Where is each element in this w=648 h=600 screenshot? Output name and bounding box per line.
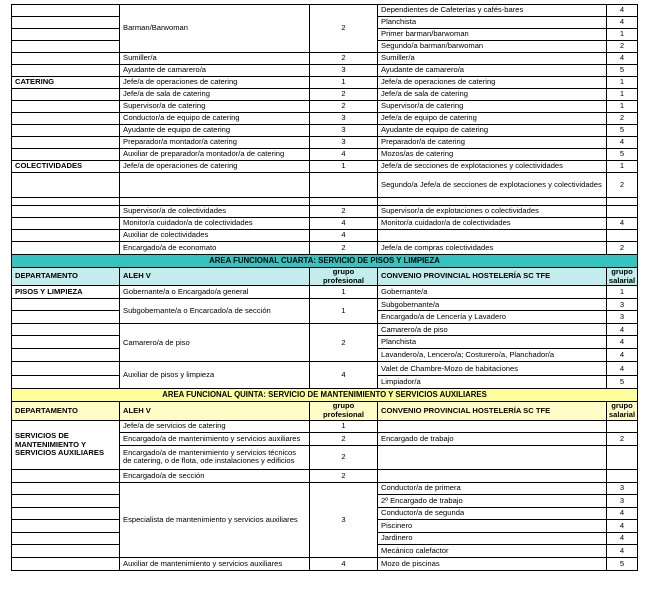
department-cell xyxy=(12,206,120,218)
group-cell: 2 xyxy=(310,206,378,218)
convenio-cell: Ayudante de camarero/a xyxy=(378,65,607,77)
group-cell: 4 xyxy=(310,362,378,389)
group-cell: 3 xyxy=(310,113,378,125)
section-band xyxy=(12,389,638,402)
table-row xyxy=(12,362,638,376)
table-row xyxy=(12,324,638,336)
aleh-cell: Jefe/a de servicios de catering xyxy=(120,420,310,432)
table-row xyxy=(12,125,638,137)
column-header: grupo profesional xyxy=(310,268,378,286)
group-cell: 3 xyxy=(310,482,378,557)
salary-cell xyxy=(607,469,638,482)
convenio-cell: Valet de Chambre-Mozo de habitaciones xyxy=(378,362,607,376)
table-row xyxy=(12,206,638,218)
convenio-cell: Subgobernante/a xyxy=(378,299,607,311)
aleh-cell: Sumiller/a xyxy=(120,53,310,65)
column-header: DEPARTAMENTO xyxy=(12,268,120,286)
convenio-cell: Segundo/a barman/barwoman xyxy=(378,41,607,53)
department-cell xyxy=(12,362,120,376)
salary-cell: 4 xyxy=(607,336,638,349)
department-cell xyxy=(12,41,120,53)
convenio-cell: Conductor/a de segunda xyxy=(378,507,607,519)
convenio-cell xyxy=(378,420,607,432)
salary-cell: 5 xyxy=(607,125,638,137)
table-row xyxy=(12,286,638,299)
aleh-cell: Camarero/a de piso xyxy=(120,324,310,362)
table-row xyxy=(12,89,638,101)
table-row xyxy=(12,230,638,242)
group-cell: 2 xyxy=(310,432,378,445)
department-cell xyxy=(12,557,120,570)
salary-cell: 2 xyxy=(607,173,638,198)
section-title: AREA FUNCIONAL CUARTA: SERVICIO DE PISOS Y LIMPIEZA xyxy=(12,255,638,268)
department-cell xyxy=(12,230,120,242)
aleh-cell: Preparador/a montador/a catering xyxy=(120,137,310,149)
salary-cell xyxy=(607,206,638,218)
salary-cell: 1 xyxy=(607,77,638,89)
convenio-cell: Supervisor/a de explotaciones o colectividades xyxy=(378,206,607,218)
table-row xyxy=(12,482,638,494)
department-cell xyxy=(12,113,120,125)
group-cell: 2 xyxy=(310,5,378,53)
salary-cell: 4 xyxy=(607,519,638,532)
aleh-cell: Subgobernante/a o Encarcado/a de sección xyxy=(120,299,310,324)
table-row xyxy=(12,65,638,77)
salary-cell: 1 xyxy=(607,161,638,173)
aleh-cell: Encargado/a de mantenimiento y servicios auxiliares xyxy=(120,432,310,445)
department-cell: COLECTIVIDADES xyxy=(12,161,120,173)
salary-cell: 4 xyxy=(607,17,638,29)
salary-cell: 5 xyxy=(607,149,638,161)
salary-cell: 4 xyxy=(607,218,638,230)
department-cell xyxy=(12,125,120,137)
group-cell: 2 xyxy=(310,445,378,469)
table-row xyxy=(12,557,638,570)
table-row xyxy=(12,469,638,482)
department-cell xyxy=(12,519,120,532)
table-row xyxy=(12,5,638,17)
column-header: ALEH V xyxy=(120,402,310,420)
department-cell xyxy=(12,5,120,17)
aleh-cell: Monitor/a cuidador/a de colectividades xyxy=(120,218,310,230)
classification-table xyxy=(11,4,638,571)
aleh-cell: Supervisor/a de colectividades xyxy=(120,206,310,218)
group-cell: 1 xyxy=(310,286,378,299)
aleh-cell: Encargado/a de economato xyxy=(120,242,310,255)
aleh-cell: Auxiliar de colectividades xyxy=(120,230,310,242)
convenio-cell: Primer barman/barwoman xyxy=(378,29,607,41)
salary-cell: 3 xyxy=(607,299,638,311)
convenio-cell: Monitor/a cuidador/a de colectividades xyxy=(378,218,607,230)
aleh-cell: Encargado/a de sección xyxy=(120,469,310,482)
department-cell xyxy=(12,29,120,41)
group-cell: 2 xyxy=(310,53,378,65)
aleh-cell: Supervisor/a de catering xyxy=(120,101,310,113)
group-cell: 3 xyxy=(310,125,378,137)
aleh-cell: Barman/Barwoman xyxy=(120,5,310,53)
salary-cell: 4 xyxy=(607,5,638,17)
salary-cell: 1 xyxy=(607,101,638,113)
aleh-cell: Auxiliar de pisos y limpieza xyxy=(120,362,310,389)
department-cell xyxy=(12,101,120,113)
group-cell: 1 xyxy=(310,77,378,89)
aleh-cell xyxy=(120,198,310,206)
table-row xyxy=(12,242,638,255)
group-cell: 2 xyxy=(310,101,378,113)
convenio-cell: Sumiller/a xyxy=(378,53,607,65)
salary-cell xyxy=(607,420,638,432)
convenio-cell: Supervisor/a de catering xyxy=(378,101,607,113)
salary-cell: 1 xyxy=(607,29,638,41)
department-cell xyxy=(12,218,120,230)
group-cell: 4 xyxy=(310,557,378,570)
salary-cell: 3 xyxy=(607,482,638,494)
salary-cell: 5 xyxy=(607,376,638,389)
aleh-cell: Conductor/a de equipo de catering xyxy=(120,113,310,125)
salary-cell xyxy=(607,198,638,206)
table-row xyxy=(12,101,638,113)
group-cell: 2 xyxy=(310,469,378,482)
department-cell xyxy=(12,17,120,29)
table-row xyxy=(12,420,638,432)
salary-cell: 4 xyxy=(607,349,638,362)
salary-cell: 4 xyxy=(607,544,638,557)
salary-cell: 2 xyxy=(607,432,638,445)
aleh-cell: Ayudante de equipo de catering xyxy=(120,125,310,137)
department-cell: PISOS Y LIMPIEZA xyxy=(12,286,120,299)
convenio-cell: Jefe/a de compras colectividades xyxy=(378,242,607,255)
salary-cell: 3 xyxy=(607,494,638,507)
table-row xyxy=(12,77,638,89)
section-title: AREA FUNCIONAL QUINTA: SERVICIO DE MANTENIMIENTO Y SERVICIOS AUXILIARES xyxy=(12,389,638,402)
convenio-cell: 2º Encargado de trabajo xyxy=(378,494,607,507)
aleh-cell: Gobernante/a o Encargado/a general xyxy=(120,286,310,299)
table-row xyxy=(12,198,638,206)
table-row xyxy=(12,113,638,125)
salary-cell: 4 xyxy=(607,324,638,336)
aleh-cell: Especialista de mantenimiento y servicios auxiliares xyxy=(120,482,310,557)
department-cell xyxy=(12,336,120,349)
salary-cell: 4 xyxy=(607,532,638,544)
header-row xyxy=(12,268,638,286)
department-cell xyxy=(12,507,120,519)
table-row xyxy=(12,137,638,149)
column-header: CONVENIO PROVINCIAL HOSTELERÍA SC TFE xyxy=(378,268,607,286)
convenio-cell xyxy=(378,230,607,242)
department-cell xyxy=(12,532,120,544)
salary-cell: 2 xyxy=(607,113,638,125)
aleh-cell xyxy=(120,173,310,198)
convenio-cell: Jardinero xyxy=(378,532,607,544)
table-row xyxy=(12,218,638,230)
table-row xyxy=(12,161,638,173)
salary-cell: 4 xyxy=(607,362,638,376)
salary-cell: 2 xyxy=(607,242,638,255)
group-cell: 4 xyxy=(310,149,378,161)
column-header: ALEH V xyxy=(120,268,310,286)
department-cell xyxy=(12,198,120,206)
department-cell xyxy=(12,65,120,77)
section-band xyxy=(12,255,638,268)
aleh-cell: Jefe/a de operaciones de catering xyxy=(120,161,310,173)
group-cell: 1 xyxy=(310,161,378,173)
salary-cell: 4 xyxy=(607,507,638,519)
group-cell: 2 xyxy=(310,242,378,255)
aleh-cell: Auxiliar de preparador/a montador/a de catering xyxy=(120,149,310,161)
convenio-cell: Limpiador/a xyxy=(378,376,607,389)
salary-cell: 5 xyxy=(607,65,638,77)
convenio-cell: Preparador/a de catering xyxy=(378,137,607,149)
column-header: DEPARTAMENTO xyxy=(12,402,120,420)
group-cell: 4 xyxy=(310,230,378,242)
group-cell xyxy=(310,173,378,198)
convenio-cell: Encargado de trabajo xyxy=(378,432,607,445)
column-header: grupo salarial xyxy=(607,402,638,420)
aleh-cell: Jefe/a de operaciones de catering xyxy=(120,77,310,89)
department-cell xyxy=(12,242,120,255)
salary-cell: 4 xyxy=(607,137,638,149)
convenio-cell: Jefe/a de equipo de catering xyxy=(378,113,607,125)
group-cell: 1 xyxy=(310,299,378,324)
convenio-cell: Jefe/a de sala de catering xyxy=(378,89,607,101)
convenio-cell: Piscinero xyxy=(378,519,607,532)
convenio-cell: Mozo de piscinas xyxy=(378,557,607,570)
group-cell: 2 xyxy=(310,89,378,101)
aleh-cell: Ayudante de camarero/a xyxy=(120,65,310,77)
department-cell xyxy=(12,376,120,389)
aleh-cell: Encargado/a de mantenimiento y servicios técnicos de catering, o de flota, ode instalaciones y edificios xyxy=(120,445,310,469)
aleh-cell: Jefe/a de sala de catering xyxy=(120,89,310,101)
department-cell xyxy=(12,89,120,101)
group-cell: 1 xyxy=(310,420,378,432)
group-cell xyxy=(310,198,378,206)
department-cell xyxy=(12,149,120,161)
convenio-cell: Camarero/a de piso xyxy=(378,324,607,336)
convenio-cell xyxy=(378,469,607,482)
group-cell: 3 xyxy=(310,137,378,149)
convenio-cell: Planchista xyxy=(378,336,607,349)
convenio-cell: Jefe/a de secciones de explotaciones y colectividades xyxy=(378,161,607,173)
department-cell xyxy=(12,324,120,336)
group-cell: 2 xyxy=(310,324,378,362)
department-cell: CATERING xyxy=(12,77,120,89)
header-row xyxy=(12,402,638,420)
convenio-cell: Lavandero/a, Lencero/a; Costurero/a, Planchador/a xyxy=(378,349,607,362)
department-cell xyxy=(12,469,120,482)
table-row xyxy=(12,299,638,311)
department-cell xyxy=(12,349,120,362)
column-header: grupo profesional xyxy=(310,402,378,420)
convenio-cell: Gobernante/a xyxy=(378,286,607,299)
department-cell xyxy=(12,544,120,557)
column-header: CONVENIO PROVINCIAL HOSTELERÍA SC TFE xyxy=(378,402,607,420)
department-cell xyxy=(12,311,120,324)
salary-cell: 5 xyxy=(607,557,638,570)
convenio-cell: Conductor/a de primera xyxy=(378,482,607,494)
convenio-cell: Dependientes de Cafeterías y cafés-bares xyxy=(378,5,607,17)
convenio-cell xyxy=(378,445,607,469)
department-cell xyxy=(12,494,120,507)
department-cell xyxy=(12,482,120,494)
salary-cell: 3 xyxy=(607,311,638,324)
convenio-cell: Mozos/as de catering xyxy=(378,149,607,161)
department-cell xyxy=(12,299,120,311)
convenio-cell: Jefe/a de operaciones de catering xyxy=(378,77,607,89)
group-cell: 3 xyxy=(310,65,378,77)
department-cell xyxy=(12,53,120,65)
table-row xyxy=(12,149,638,161)
salary-cell: 2 xyxy=(607,41,638,53)
salary-cell xyxy=(607,445,638,469)
convenio-cell: Mecánico calefactor xyxy=(378,544,607,557)
table-row xyxy=(12,173,638,198)
department-cell xyxy=(12,137,120,149)
salary-cell: 1 xyxy=(607,286,638,299)
convenio-cell: Encargado/a de Lencería y Lavadero xyxy=(378,311,607,324)
aleh-cell: Auxiliar de mantenimiento y servicios auxiliares xyxy=(120,557,310,570)
convenio-cell xyxy=(378,198,607,206)
salary-cell: 1 xyxy=(607,89,638,101)
department-cell: SERVICIOS DE MANTENIMIENTO Y SERVICIOS AUXILIARES xyxy=(12,420,120,469)
convenio-cell: Planchista xyxy=(378,17,607,29)
group-cell: 4 xyxy=(310,218,378,230)
convenio-cell: Ayudante de equipo de catering xyxy=(378,125,607,137)
table-row xyxy=(12,53,638,65)
salary-cell xyxy=(607,230,638,242)
column-header: grupo salarial xyxy=(607,268,638,286)
convenio-cell: Segundo/a Jefe/a de secciones de explotaciones y colectividades xyxy=(378,173,607,198)
salary-cell: 4 xyxy=(607,53,638,65)
department-cell xyxy=(12,173,120,198)
